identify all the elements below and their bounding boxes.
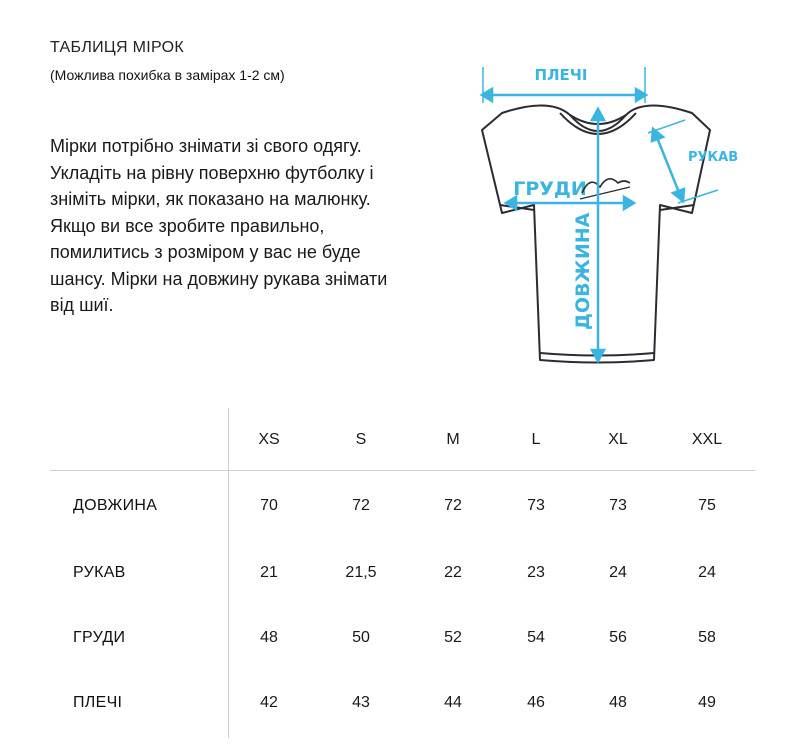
- measurement-error-note: (Можлива похибка в замірах 1-2 см): [50, 67, 285, 83]
- table-cell: 21,5: [345, 564, 377, 581]
- table-cell: 73: [609, 497, 627, 514]
- size-header-m: M: [446, 431, 460, 448]
- row-label-length: ДОВЖИНА: [73, 497, 158, 514]
- tshirt-measurement-diagram: [430, 55, 770, 375]
- table-cell: 75: [698, 497, 716, 514]
- size-header-xs: XS: [258, 431, 280, 448]
- row-label-chest: ГРУДИ: [73, 629, 126, 646]
- table-cell: 52: [444, 629, 462, 646]
- table-cell: 50: [352, 629, 370, 646]
- table-cell: 44: [444, 694, 462, 711]
- brand-logo: [580, 179, 630, 199]
- table-cell: 21: [260, 564, 278, 581]
- diagram-label-shoulders: ПЛЕЧІ: [534, 66, 588, 84]
- size-header-l: L: [531, 431, 541, 448]
- row-label-sleeve: РУКАВ: [73, 564, 126, 581]
- table-cell: 73: [527, 497, 545, 514]
- diagram-label-length: ДОВЖИНА: [572, 212, 594, 330]
- table-cell: 54: [527, 629, 545, 646]
- table-cell: 24: [698, 564, 716, 581]
- measuring-instructions: Мірки потрібно знімати зі свого одягу. Укладіть на рівну поверхню футболку і зніміть мірки, як показано на малюнку. Якщо ви все зробите правильно, помилитись з розміром у вас не буде шансу. Мірки на довжину рукава знімати від шиї.: [50, 136, 388, 315]
- diagram-label-chest: ГРУДИ: [513, 178, 587, 200]
- table-cell: 72: [352, 497, 370, 514]
- row-label-shoulders: ПЛЕЧІ: [73, 694, 123, 711]
- table-cell: 24: [609, 564, 627, 581]
- table-cell: 48: [609, 694, 627, 711]
- table-cell: 49: [698, 694, 716, 711]
- diagram-label-sleeve: РУКАВ: [688, 150, 739, 165]
- table-header-divider: [50, 470, 755, 471]
- size-header-xxl: XXL: [691, 431, 723, 448]
- page-title: ТАБЛИЦЯ МІРОК: [50, 39, 185, 56]
- table-cell: 70: [260, 497, 278, 514]
- table-cell: 56: [609, 629, 627, 646]
- size-header-xl: XL: [608, 431, 628, 448]
- table-cell: 58: [698, 629, 716, 646]
- table-cell: 48: [260, 629, 278, 646]
- table-cell: 23: [527, 564, 545, 581]
- table-cell: 72: [444, 497, 462, 514]
- table-cell: 43: [352, 694, 370, 711]
- table-cell: 46: [527, 694, 545, 711]
- table-cell: 42: [260, 694, 278, 711]
- table-vertical-divider: [228, 408, 229, 738]
- table-cell: 22: [444, 564, 462, 581]
- size-header-s: S: [355, 431, 367, 448]
